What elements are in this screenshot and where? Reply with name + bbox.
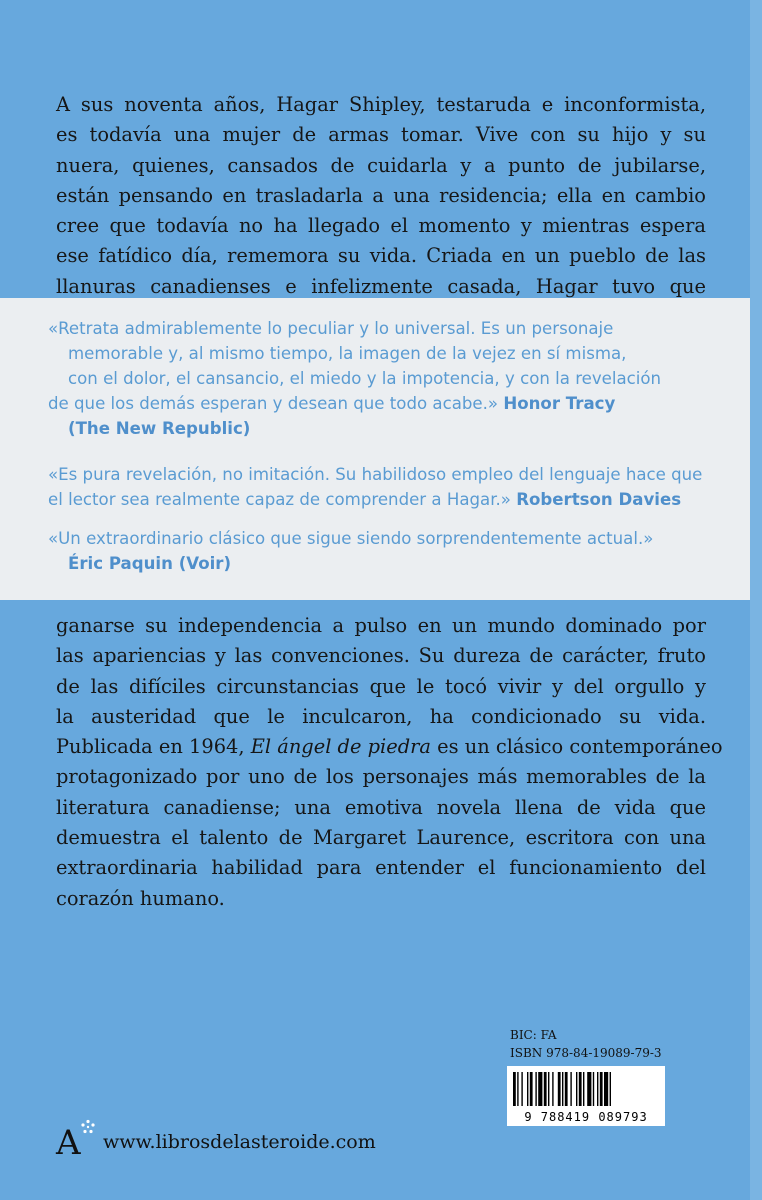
synopsis-line: extraordinaria habilidad para entender el funcionamiento del: [56, 856, 706, 880]
quote-source: (The New Republic): [68, 419, 251, 438]
quote-line: memorable y, al mismo tiempo, la imagen de la vejez en sí misma,: [68, 344, 627, 363]
synopsis-line: A sus noventa años, Hagar Shipley, testaruda e inconformista,: [56, 93, 706, 116]
quote-line: «Es pura revelación, no imitación. Su habilidoso empleo del lenguaje hace que: [48, 465, 703, 484]
barcode-bar: [521, 1072, 522, 1106]
quote-line: el lector sea realmente capaz de comprender a Hagar.»: [48, 490, 511, 509]
synopsis-top: [56, 90, 706, 302]
barcode-bar: [558, 1072, 561, 1106]
quote-line: de que los demás esperan y desean que todo acabe.»: [48, 394, 499, 413]
quote-line: «Retrata admirablemente lo peculiar y lo universal. Es un personaje: [48, 319, 614, 338]
barcode-bar: [579, 1072, 582, 1106]
synopsis-line: ganarse su independencia a pulso en un mundo dominado por: [56, 614, 706, 637]
synopsis-line: demuestra el talento de Margaret Laurence, escritora con una: [56, 826, 706, 850]
review-quote: [48, 462, 728, 512]
quote-line: «Un extraordinario clásico que sigue siendo sorprendentemente actual.»: [48, 529, 654, 548]
barcode-bar: [535, 1072, 536, 1106]
synopsis-line: están pensando en trasladarla a una residencia; ella en cambio: [56, 183, 706, 207]
synopsis-line: cree que todavía no ha llegado el momento y mientras espera: [56, 214, 706, 238]
quote-line-with-author: [48, 487, 728, 512]
pub-prefix: Publicada en 1964,: [56, 735, 245, 759]
barcode-bar: [527, 1072, 528, 1106]
barcode-bar: [565, 1072, 568, 1106]
synopsis-line: corazón humano.: [56, 886, 225, 910]
barcode-bar: [513, 1072, 516, 1106]
synopsis-line: es todavía una mujer de armas tomar. Vive con su hijo y su: [56, 123, 706, 147]
barcode-bar: [517, 1072, 518, 1106]
publication-line: [56, 732, 723, 762]
pub-suffix: es un clásico contemporáneo: [437, 735, 723, 759]
asterisk-icon: [80, 1119, 96, 1135]
synopsis-line: llanuras canadienses e infelizmente casada, Hagar tuvo que: [56, 274, 706, 298]
synopsis-bottom: [56, 611, 723, 914]
barcode-bar: [587, 1072, 591, 1106]
quote-line: con el dolor, el cansancio, el miedo y la impotencia, y con la revelación: [68, 369, 662, 388]
book-title: El ángel de piedra: [250, 735, 431, 759]
quote-author: Honor Tracy: [503, 394, 616, 413]
synopsis-line: nuera, quienes, cansados de cuidarla y a punto de jubilarse,: [56, 153, 706, 177]
barcode-bars: [513, 1072, 659, 1110]
barcode-bar: [562, 1072, 563, 1106]
publisher-website: www.librosdelasteroide.com: [103, 1131, 376, 1153]
barcode-bar: [593, 1072, 594, 1106]
barcode-bar: [544, 1072, 547, 1106]
quote-line-with-author: [48, 391, 728, 416]
review-quotes-band: [0, 298, 750, 600]
barcode-bar: [530, 1072, 533, 1106]
barcode-bar: [600, 1072, 603, 1106]
isbn: ISBN 978-84-19089-79-3: [510, 1046, 662, 1060]
barcode-bar: [597, 1072, 598, 1106]
quote-author: Éric Paquin (Voir): [68, 554, 232, 573]
barcode-digits: 9 788419 089793: [524, 1110, 648, 1124]
synopsis-line: las apariencias y las convenciones. Su dureza de carácter, fruto: [56, 644, 706, 668]
review-quote: [48, 316, 728, 441]
synopsis-line: literatura canadiense; una emotiva novela llena de vida que: [56, 795, 706, 819]
synopsis-line: ese fatídico día, rememora su vida. Criada en un pueblo de las: [56, 244, 706, 268]
barcode-bar: [576, 1072, 577, 1106]
synopsis-line: de las difíciles circunstancias que le tocó vivir y del orgullo y: [56, 674, 706, 698]
publisher-logo: A: [56, 1123, 81, 1163]
barcode-bar: [583, 1072, 584, 1106]
synopsis-line: la austeridad que le inculcaron, ha condicionado su vida.: [56, 704, 706, 728]
barcode-bar: [570, 1072, 571, 1106]
barcode-bar: [538, 1072, 542, 1106]
barcode: [507, 1066, 665, 1126]
barcode-bar: [548, 1072, 549, 1106]
quote-author: Robertson Davies: [516, 490, 682, 509]
synopsis-line: protagonizado por uno de los personajes más memorables de la: [56, 765, 706, 789]
review-quote: [48, 526, 728, 576]
cover-edge: [750, 0, 762, 1200]
barcode-bar: [604, 1072, 608, 1106]
barcode-bar: [610, 1072, 611, 1106]
barcode-bar: [552, 1072, 553, 1106]
bic-code: BIC: FA: [510, 1028, 557, 1042]
